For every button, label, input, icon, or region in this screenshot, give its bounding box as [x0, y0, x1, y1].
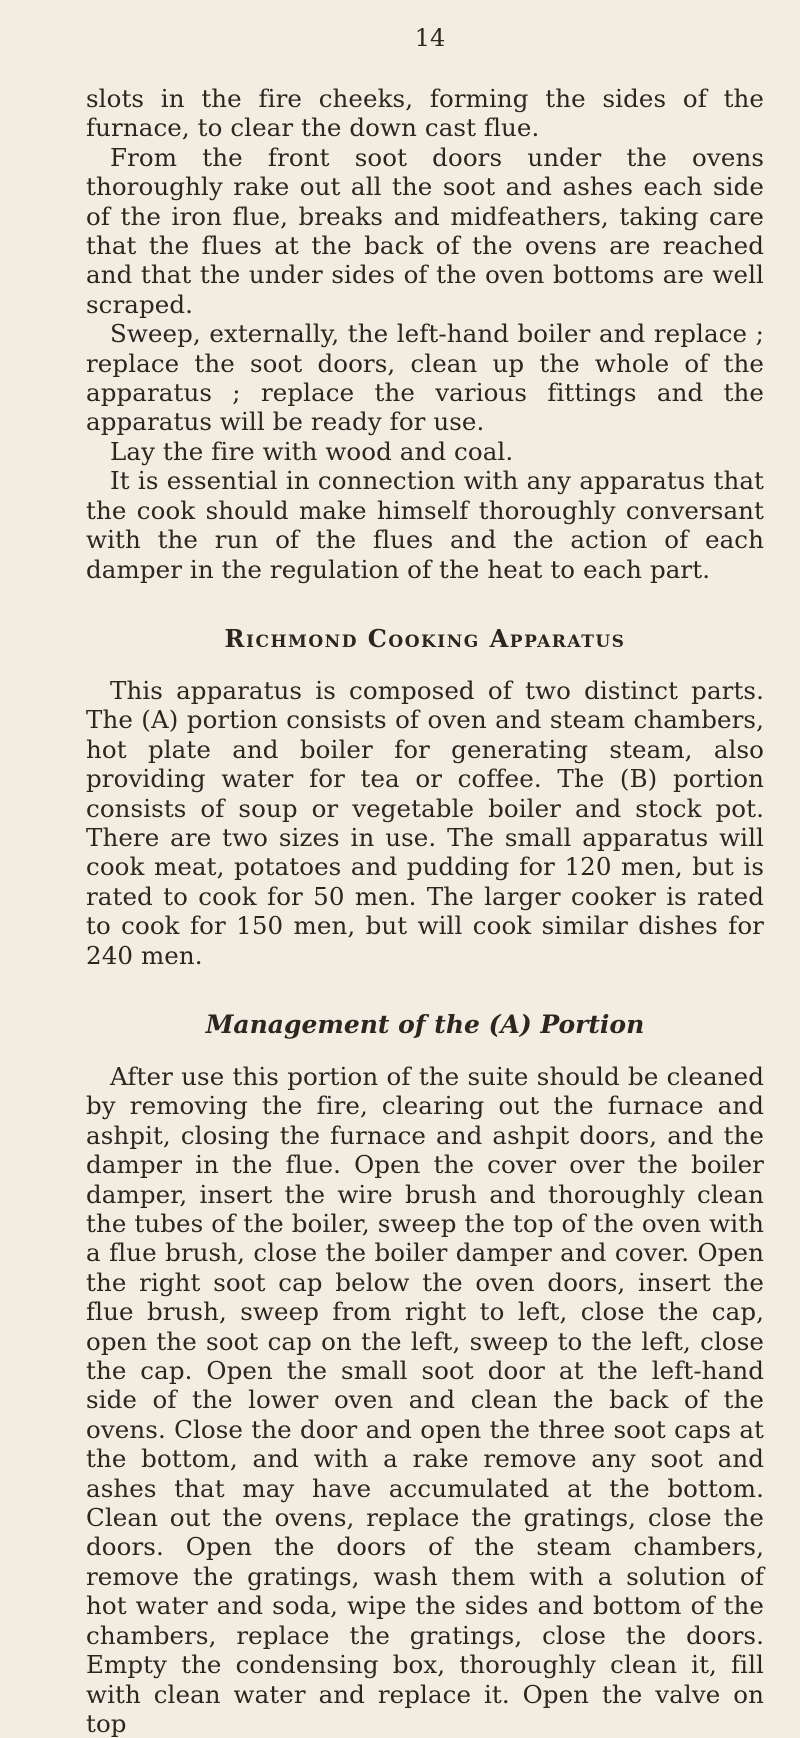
paragraph-management-instructions: After use this portion of the suite should be cleaned by removing the fire, clearing out the furnace and ashpit, closing the furnace and ashpit doors, and the damper in the flue. Open the cover over the boiler damper, insert the wire brush and thoroughly clean the tubes of the boiler, sweep the top of the oven with a flue brush, close the boiler damper and cover. Open the right soot cap below the oven doors, insert the flue brush, sweep from right to left, close the cap, open the soot cap on the left, sweep to the left, close the cap. Open the small soot door at the left-hand side of the lower oven and clean the back of the ovens. Close the door and open the three soot caps at the bottom, and with a rake remove any soot and ashes that may have accumulated at the bottom. Clean out the ovens, replace the gratings, close the doors. Open the doors of the steam chambers, remove the gratings, wash them with a solution of hot water and soda, wipe the sides and bottom of the chambers, replace the gratings, close the doors. Empty the condensing box, thoroughly clean it, fill with clean water and replace it. Open the valve on top — [86, 1061, 764, 1738]
paragraph-sweep-boiler: Sweep, externally, the left-hand boiler and replace ; replace the soot doors, clean up the whole of the apparatus ; replace the various fittings and the apparatus will be ready for use. — [86, 319, 764, 437]
paragraph-flue-slots: slots in the fire cheeks, forming the sides of the furnace, to clear the down cast flue. — [86, 84, 764, 143]
paragraph-flue-knowledge: It is essential in connection with any apparatus that the cook should make himself thoroughly conversant with the run of the flues and the action of each damper in the regulation of the heat to each part. — [86, 466, 764, 584]
section-subheading: Management of the (A) Portion — [205, 1009, 645, 1039]
section-heading: Richmond Cooking Apparatus — [224, 623, 626, 653]
page-number: 14 — [414, 24, 446, 52]
paragraph-apparatus-description: This apparatus is composed of two distinct parts. The (A) portion consists of oven and steam chambers, hot plate and boiler for generating steam, also providing water for tea or coffee. The (B) portion consists of soup or vegetable boiler and stock pot. There are two sizes in use. The small apparatus will cook meat, potatoes and pudding for 120 men, but is rated to cook for 50 men. The larger cooker is rated to cook for 150 men, but will cook similar dishes for 240 men. — [86, 675, 764, 970]
paragraph-lay-fire: Lay the fire with wood and coal. — [110, 436, 514, 466]
paragraph-soot-doors: From the front soot doors under the ovens thoroughly rake out all the soot and ashes each side of the iron flue, breaks and midfeathers, taking care that the flues at the back of the ovens are reached and that the under sides of the oven bottoms are well scraped. — [86, 142, 764, 319]
